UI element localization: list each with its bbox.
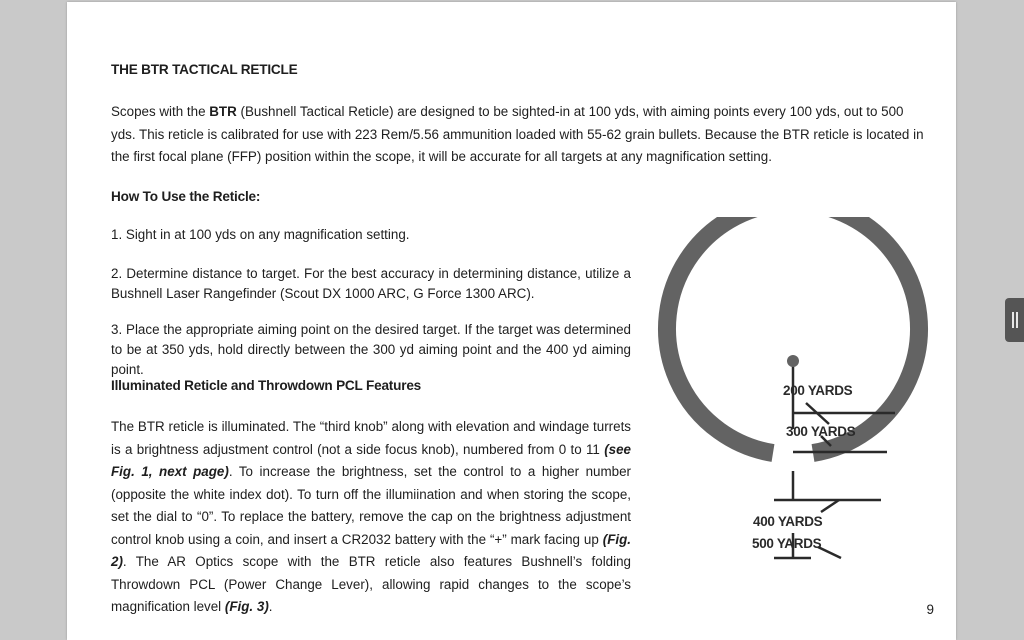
- how-to-heading: How To Use the Reticle:: [111, 189, 261, 204]
- features-text-2: . To increase the brightness, set the control to a higher number (opposite the white index dot). To turn off the illumiination and when storing the scope, set the dial to “0”. To replace the battery, remove the cap on the brightness adjustment control knob using a coin, and insert a CR2032 battery with the “+” mark facing up: [111, 464, 631, 547]
- features-text-3: . The AR Optics scope with the BTR reticle also features Bushnell’s folding Throwdown PCL (Power Change Lever), allowing rapid changes to the scope’s magnification level: [111, 554, 631, 614]
- figure-ref-2: (Fig. 2): [111, 531, 631, 569]
- page-title: THE BTR TACTICAL RETICLE: [111, 62, 298, 77]
- features-heading: Illuminated Reticle and Throwdown PCL Features: [111, 378, 422, 393]
- features-text-1: The BTR reticle is illuminated. The “third knob” along with elevation and windage turrets is a brightness adjustment control (not a side focus knob), numbered from 0 to 11: [111, 419, 631, 457]
- label-400-yards: 400 YARDS: [753, 514, 823, 529]
- leader-500: [818, 547, 841, 558]
- intro-bold: BTR: [209, 104, 237, 119]
- intro-paragraph: [111, 101, 931, 169]
- features-text-4: .: [268, 599, 273, 614]
- reticle-center-dot: [787, 355, 799, 367]
- document-page: [67, 2, 956, 640]
- handle-bar: [1012, 312, 1014, 328]
- leader-400: [821, 500, 839, 512]
- pause-bars-icon[interactable]: [1005, 298, 1024, 342]
- step-3: 3. Place the appropriate aiming point on the desired target. If the target was determined to be at 350 yds, hold directly between the 300 yd aiming point and the 400 yd aiming point.: [111, 322, 631, 377]
- features-paragraph: [111, 416, 631, 619]
- handle-bar: [1016, 312, 1018, 328]
- figure-ref-3: (Fig. 3): [224, 599, 269, 614]
- intro-pre: Scopes with the: [111, 104, 210, 119]
- step-1: 1. Sight in at 100 yds on any magnification setting.: [111, 227, 410, 242]
- reticle-diagram: [645, 217, 935, 577]
- label-200-yards: 200 YARDS: [783, 383, 853, 398]
- step-2: 2. Determine distance to target. For the best accuracy in determining distance, utilize a Bushnell Laser Rangefinder (Scout DX 1000 ARC, G Force 1300 ARC).: [111, 266, 631, 301]
- figure-ref-1: (see Fig. 1, next page): [111, 441, 631, 479]
- label-300-yards: 300 YARDS: [786, 424, 856, 439]
- intro-post: (Bushnell Tactical Reticle) are designed to be sighted-in at 100 yds, with aiming points every 100 yds, out to 500 yds. This reticle is calibrated for use with 223 Rem/5.56 ammunition loaded with 55-62 grain bullets. Because the BTR reticle is located in the first focal plane (FFP) position within the scope, it will be accurate for all targets at any magnification setting.: [111, 104, 924, 164]
- label-500-yards: 500 YARDS: [752, 536, 822, 551]
- page-number: 9: [926, 602, 934, 617]
